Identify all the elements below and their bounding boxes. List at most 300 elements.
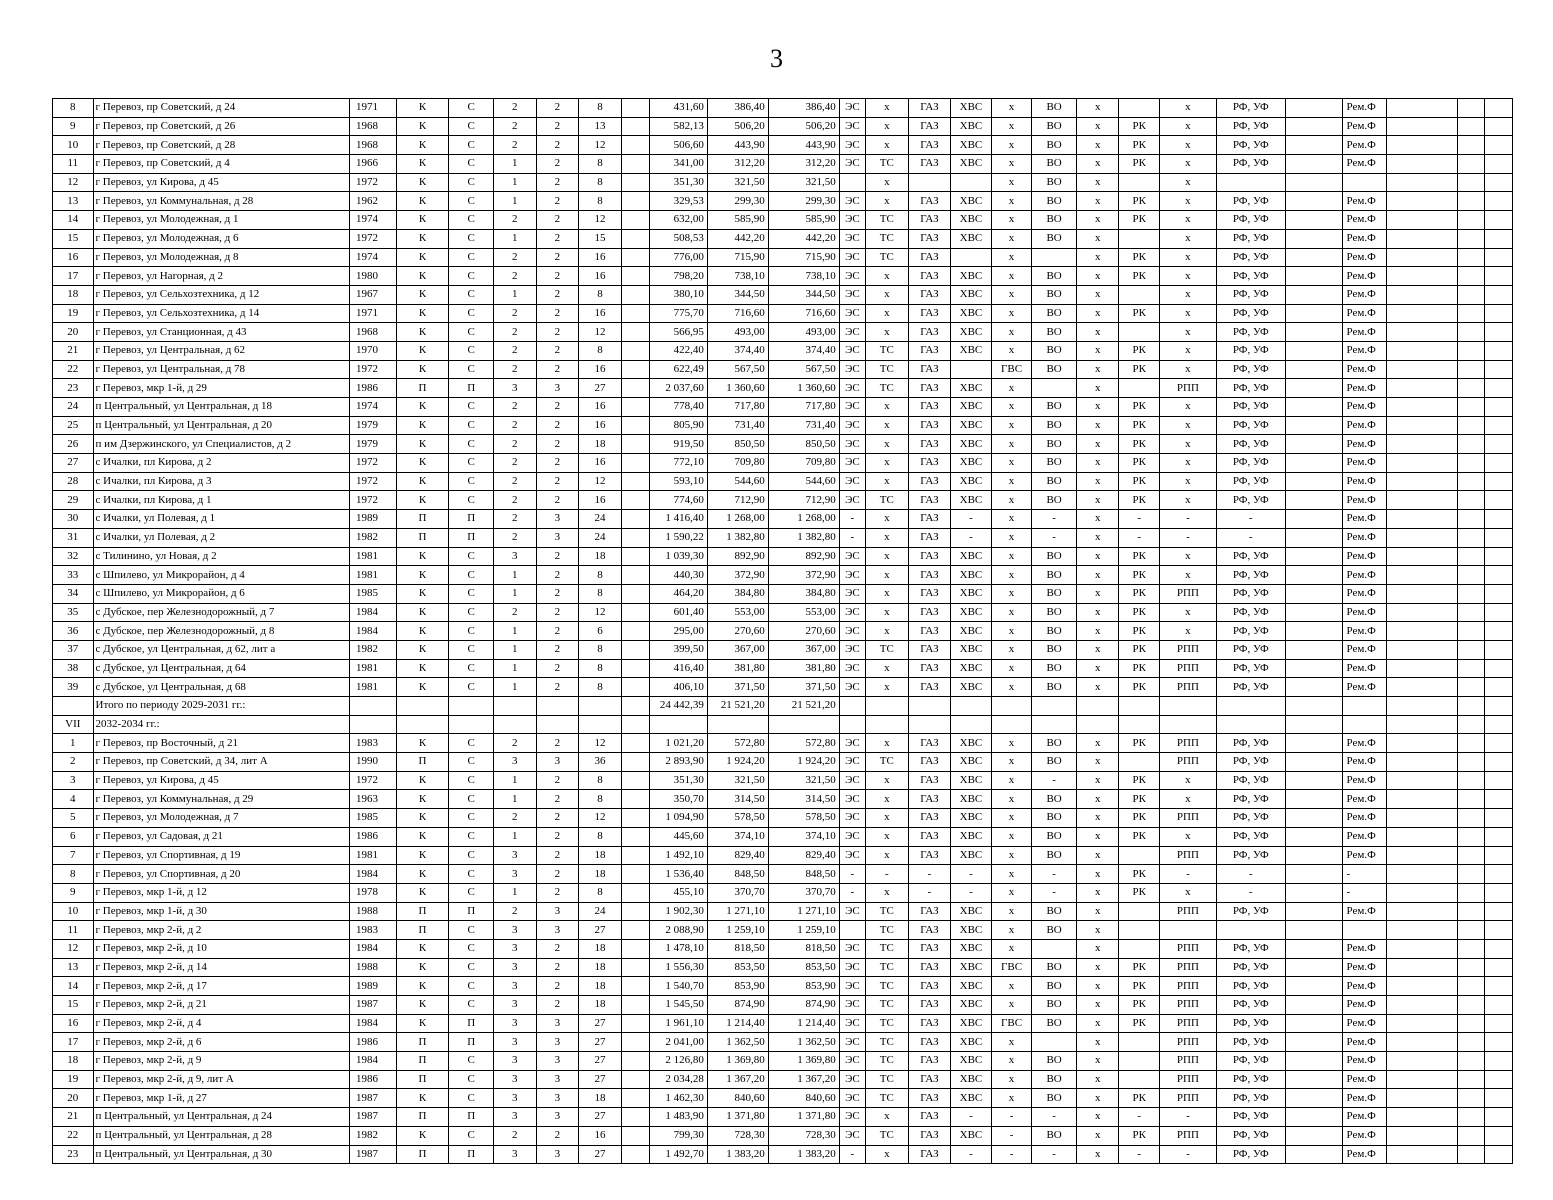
table-cell: ЭС <box>839 939 865 958</box>
table-cell <box>1458 566 1485 585</box>
table-cell <box>1285 1145 1342 1164</box>
table-cell: ХВС <box>951 398 992 417</box>
table-cell: 8 <box>579 790 622 809</box>
table-cell: 23 <box>53 1145 94 1164</box>
table-cell: 1 382,80 <box>707 528 768 547</box>
period-total-row <box>53 697 1513 716</box>
table-cell <box>1387 1070 1458 1089</box>
table-cell: С <box>449 566 494 585</box>
table-cell: х <box>866 566 909 585</box>
table-cell <box>1458 939 1485 958</box>
table-cell <box>1119 697 1160 716</box>
table-cell <box>1285 267 1342 286</box>
table-cell: К <box>396 790 449 809</box>
table-cell: 544,60 <box>768 472 839 491</box>
table-cell: РК <box>1119 883 1160 902</box>
table-cell <box>621 846 649 865</box>
table-cell: х <box>991 790 1032 809</box>
table-cell <box>1485 547 1513 566</box>
table-cell: г Перевоз, пр Восточный, д 21 <box>93 734 350 753</box>
table-cell: 16 <box>579 267 622 286</box>
table-cell <box>1485 790 1513 809</box>
table-cell: РПП <box>1160 809 1217 828</box>
table-cell <box>1387 341 1458 360</box>
table-cell: - <box>1032 510 1077 529</box>
table-cell <box>1485 360 1513 379</box>
table-cell: ТС <box>866 921 909 940</box>
table-cell: 593,10 <box>650 472 708 491</box>
table-cell: 24 <box>579 528 622 547</box>
table-cell: х <box>1160 229 1217 248</box>
table-cell: 6 <box>579 622 622 641</box>
table-cell: РК <box>1119 192 1160 211</box>
table-cell: 728,30 <box>768 1126 839 1145</box>
table-cell: РПП <box>1160 902 1217 921</box>
table-cell: 329,53 <box>650 192 708 211</box>
table-cell: Рем.Ф <box>1342 640 1387 659</box>
table-cell: 2 <box>536 809 579 828</box>
table-cell <box>621 715 649 734</box>
table-cell: 1 039,30 <box>650 547 708 566</box>
table-cell: 585,90 <box>707 211 768 230</box>
table-cell: 386,40 <box>768 99 839 118</box>
table-cell: РФ, УФ <box>1216 1014 1285 1033</box>
table-cell: 572,80 <box>707 734 768 753</box>
table-cell: 21 521,20 <box>768 697 839 716</box>
table-cell: ХВС <box>951 827 992 846</box>
table-cell: х <box>866 603 909 622</box>
table-cell: 7 <box>53 846 94 865</box>
table-cell: 3 <box>536 1033 579 1052</box>
table-cell <box>621 248 649 267</box>
table-cell <box>1285 341 1342 360</box>
table-cell: С <box>449 1070 494 1089</box>
table-cell: 1971 <box>350 99 397 118</box>
table-cell: ВО <box>1032 996 1077 1015</box>
table-cell: К <box>396 267 449 286</box>
table-cell: 2 <box>536 846 579 865</box>
table-cell: 3 <box>494 1145 537 1164</box>
table-cell <box>1458 753 1485 772</box>
table-cell: РФ, УФ <box>1216 678 1285 697</box>
table-cell <box>1076 697 1119 716</box>
table-cell: 1 478,10 <box>650 939 708 958</box>
table-cell: ГАЗ <box>908 267 951 286</box>
table-cell <box>621 1052 649 1071</box>
table-cell: 1971 <box>350 304 397 323</box>
table-cell: ВО <box>1032 678 1077 697</box>
table-cell: К <box>396 809 449 828</box>
table-row <box>53 678 1513 697</box>
table-cell: 3 <box>494 996 537 1015</box>
table-cell <box>1387 510 1458 529</box>
table-cell: 1 <box>494 790 537 809</box>
table-cell: х <box>1076 921 1119 940</box>
table-cell <box>1285 454 1342 473</box>
table-cell: г Перевоз, мкр 2-й, д 21 <box>93 996 350 1015</box>
table-cell <box>1458 510 1485 529</box>
table-cell: С <box>449 547 494 566</box>
table-cell: 1 <box>53 734 94 753</box>
table-cell <box>1458 285 1485 304</box>
table-cell: 728,30 <box>707 1126 768 1145</box>
table-cell: х <box>991 304 1032 323</box>
table-cell <box>1485 1070 1513 1089</box>
table-cell: РФ, УФ <box>1216 285 1285 304</box>
table-cell: РФ, УФ <box>1216 1108 1285 1127</box>
table-cell <box>1458 547 1485 566</box>
table-cell: Рем.Ф <box>1342 1108 1387 1127</box>
table-cell: 709,80 <box>768 454 839 473</box>
table-cell <box>1458 659 1485 678</box>
table-cell: х <box>1076 753 1119 772</box>
table-cell: Рем.Ф <box>1342 435 1387 454</box>
table-cell <box>621 1145 649 1164</box>
table-cell: РК <box>1119 1089 1160 1108</box>
table-cell: К <box>396 341 449 360</box>
table-cell: 8 <box>579 173 622 192</box>
table-cell: 2 <box>536 323 579 342</box>
table-cell: К <box>396 958 449 977</box>
table-cell: ВО <box>1032 640 1077 659</box>
table-cell: 16 <box>579 416 622 435</box>
table-cell: х <box>991 454 1032 473</box>
table-cell: ЭС <box>839 229 865 248</box>
table-cell: 2 <box>536 398 579 417</box>
table-cell: Рем.Ф <box>1342 1145 1387 1164</box>
table-cell <box>1458 435 1485 454</box>
table-cell: 3 <box>494 1089 537 1108</box>
table-cell: г Перевоз, ул Центральная, д 62 <box>93 341 350 360</box>
table-cell: ГАЗ <box>908 398 951 417</box>
table-cell: РПП <box>1160 996 1217 1015</box>
table-cell: ВО <box>1032 958 1077 977</box>
table-cell: 2 <box>494 472 537 491</box>
table-cell: ЭС <box>839 1089 865 1108</box>
table-cell <box>1458 640 1485 659</box>
table-cell: РК <box>1119 416 1160 435</box>
table-cell: 2 <box>536 229 579 248</box>
table-cell: г Перевоз, мкр 1-й, д 12 <box>93 883 350 902</box>
table-cell: х <box>866 678 909 697</box>
table-cell: ГАЗ <box>908 1089 951 1108</box>
table-cell <box>1216 173 1285 192</box>
table-cell: - <box>1032 528 1077 547</box>
table-cell: 874,90 <box>707 996 768 1015</box>
table-cell: К <box>396 1014 449 1033</box>
table-cell: Рем.Ф <box>1342 1070 1387 1089</box>
table-cell: ВО <box>1032 566 1077 585</box>
table-cell: 2 <box>536 640 579 659</box>
table-cell: РК <box>1119 360 1160 379</box>
table-cell: г Перевоз, мкр 2-й, д 6 <box>93 1033 350 1052</box>
table-cell: Рем.Ф <box>1342 678 1387 697</box>
table-cell: 3 <box>536 1052 579 1071</box>
table-cell: Рем.Ф <box>1342 1052 1387 1071</box>
table-cell <box>621 379 649 398</box>
table-cell: Рем.Ф <box>1342 958 1387 977</box>
table-cell: ГАЗ <box>908 1052 951 1071</box>
table-cell <box>1485 622 1513 641</box>
table-cell: 374,40 <box>707 341 768 360</box>
table-cell: х <box>991 678 1032 697</box>
table-cell <box>621 734 649 753</box>
table-cell: 367,00 <box>768 640 839 659</box>
table-cell: РФ, УФ <box>1216 304 1285 323</box>
table-cell: х <box>866 192 909 211</box>
table-cell: х <box>991 640 1032 659</box>
table-cell: - <box>951 1108 992 1127</box>
table-cell <box>621 99 649 118</box>
table-cell <box>621 659 649 678</box>
table-cell <box>1485 827 1513 846</box>
table-cell: 715,90 <box>707 248 768 267</box>
table-cell: г Перевоз, мкр 2-й, д 4 <box>93 1014 350 1033</box>
table-cell: 2 <box>494 360 537 379</box>
table-cell: 14 <box>53 211 94 230</box>
table-cell: ВО <box>1032 155 1077 174</box>
table-cell: 22 <box>53 360 94 379</box>
table-cell <box>951 248 992 267</box>
table-cell: 1 259,10 <box>768 921 839 940</box>
table-cell <box>1458 846 1485 865</box>
table-cell: ВО <box>1032 435 1077 454</box>
table-cell <box>1485 117 1513 136</box>
table-cell: ТС <box>866 1089 909 1108</box>
table-cell: 3 <box>536 921 579 940</box>
table-cell: К <box>396 491 449 510</box>
table-cell: х <box>866 622 909 641</box>
table-cell: 1 924,20 <box>768 753 839 772</box>
table-cell: ХВС <box>951 454 992 473</box>
table-cell <box>1387 734 1458 753</box>
table-cell: х <box>866 454 909 473</box>
table-cell <box>1387 659 1458 678</box>
table-cell: ХВС <box>951 229 992 248</box>
table-cell: х <box>1076 360 1119 379</box>
table-cell: 1979 <box>350 416 397 435</box>
table-cell <box>1485 192 1513 211</box>
table-cell: ХВС <box>951 659 992 678</box>
table-cell: х <box>1076 902 1119 921</box>
table-cell: ХВС <box>951 136 992 155</box>
table-cell: РФ, УФ <box>1216 996 1285 1015</box>
table-cell: ГАЗ <box>908 1108 951 1127</box>
table-cell: ХВС <box>951 921 992 940</box>
table-cell: п Центральный, ул Центральная, д 28 <box>93 1126 350 1145</box>
table-cell: 582,13 <box>650 117 708 136</box>
table-cell <box>839 173 865 192</box>
table-cell: - <box>1119 1145 1160 1164</box>
table-cell: 12 <box>579 603 622 622</box>
table-cell: ЭС <box>839 1052 865 1071</box>
table-cell: ГАЗ <box>908 1145 951 1164</box>
table-cell: 321,50 <box>768 771 839 790</box>
table-cell: 716,60 <box>768 304 839 323</box>
table-cell: РФ, УФ <box>1216 416 1285 435</box>
table-cell: п им Дзержинского, ул Специалистов, д 2 <box>93 435 350 454</box>
table-cell <box>1458 865 1485 884</box>
table-cell <box>1485 584 1513 603</box>
table-cell: п Центральный, ул Центральная, д 20 <box>93 416 350 435</box>
table-cell: РПП <box>1160 1089 1217 1108</box>
table-cell: П <box>396 1033 449 1052</box>
table-cell <box>1485 472 1513 491</box>
table-cell: - <box>908 883 951 902</box>
table-cell: 2 <box>536 136 579 155</box>
table-cell: 1 369,80 <box>707 1052 768 1071</box>
table-cell: х <box>866 584 909 603</box>
table-cell: 622,49 <box>650 360 708 379</box>
table-cell <box>1285 416 1342 435</box>
table-cell: К <box>396 192 449 211</box>
table-cell: 386,40 <box>707 99 768 118</box>
table-cell: 8 <box>579 883 622 902</box>
table-cell <box>621 136 649 155</box>
table-cell: ХВС <box>951 603 992 622</box>
table-cell: 776,00 <box>650 248 708 267</box>
table-cell: - <box>1119 528 1160 547</box>
table-cell: РФ, УФ <box>1216 398 1285 417</box>
table-cell: ГАЗ <box>908 547 951 566</box>
table-cell: 731,40 <box>707 416 768 435</box>
table-cell: х <box>1076 640 1119 659</box>
table-cell: 18 <box>579 846 622 865</box>
table-cell: 3 <box>536 528 579 547</box>
table-cell <box>1387 715 1458 734</box>
table-cell <box>1285 1089 1342 1108</box>
table-cell: 1 <box>494 827 537 846</box>
table-cell: 20 <box>53 1089 94 1108</box>
table-cell: х <box>866 435 909 454</box>
table-cell: ХВС <box>951 790 992 809</box>
table-cell: ХВС <box>951 192 992 211</box>
table-cell <box>1485 603 1513 622</box>
table-cell: 18 <box>579 1089 622 1108</box>
table-cell: С <box>449 173 494 192</box>
table-cell <box>1285 323 1342 342</box>
table-cell <box>1285 827 1342 846</box>
table-cell: ВО <box>1032 229 1077 248</box>
table-cell: РФ, УФ <box>1216 360 1285 379</box>
table-cell: 12 <box>579 136 622 155</box>
table-cell <box>621 790 649 809</box>
table-cell: 1974 <box>350 248 397 267</box>
table-cell <box>1285 697 1342 716</box>
table-cell: 850,50 <box>768 435 839 454</box>
table-cell: ГВС <box>991 1014 1032 1033</box>
table-cell: Рем.Ф <box>1342 304 1387 323</box>
table-cell: 38 <box>53 659 94 678</box>
table-cell: ГАЗ <box>908 603 951 622</box>
table-cell: 1 <box>494 229 537 248</box>
table-cell: х <box>991 416 1032 435</box>
table-cell: - <box>1119 510 1160 529</box>
table-cell: К <box>396 398 449 417</box>
table-cell: х <box>1160 323 1217 342</box>
table-cell: г Перевоз, мкр 2-й, д 9, лит А <box>93 1070 350 1089</box>
table-cell: 1980 <box>350 267 397 286</box>
table-cell: х <box>991 248 1032 267</box>
table-cell <box>1119 173 1160 192</box>
table-cell: Рем.Ф <box>1342 659 1387 678</box>
table-cell: С <box>449 771 494 790</box>
table-row <box>53 996 1513 1015</box>
table-cell <box>621 323 649 342</box>
table-cell: 18 <box>579 435 622 454</box>
table-cell <box>494 697 537 716</box>
table-cell: х <box>866 827 909 846</box>
table-cell <box>839 697 865 716</box>
table-cell: х <box>1160 360 1217 379</box>
table-cell: 314,50 <box>768 790 839 809</box>
table-cell: Рем.Ф <box>1342 939 1387 958</box>
table-cell: С <box>449 753 494 772</box>
table-cell: С <box>449 416 494 435</box>
table-cell <box>621 360 649 379</box>
table-cell <box>350 715 397 734</box>
table-cell: Рем.Ф <box>1342 622 1387 641</box>
table-cell <box>1285 958 1342 977</box>
table-cell: ВО <box>1032 323 1077 342</box>
table-cell <box>1387 379 1458 398</box>
table-cell: ГАЗ <box>908 99 951 118</box>
table-cell: С <box>449 155 494 174</box>
table-cell: С <box>449 584 494 603</box>
table-cell <box>1485 248 1513 267</box>
table-cell <box>621 678 649 697</box>
table-cell: ГАЗ <box>908 248 951 267</box>
table-cell: К <box>396 846 449 865</box>
table-cell: х <box>1076 659 1119 678</box>
table-cell: 8 <box>579 192 622 211</box>
table-cell: х <box>1160 117 1217 136</box>
table-cell: ВО <box>1032 173 1077 192</box>
table-cell <box>350 697 397 716</box>
table-cell: 8 <box>579 341 622 360</box>
table-cell: 1 371,80 <box>707 1108 768 1127</box>
table-cell: 3 <box>536 753 579 772</box>
table-cell: 1 545,50 <box>650 996 708 1015</box>
table-cell: г Перевоз, ул Кирова, д 45 <box>93 771 350 790</box>
table-cell: 299,30 <box>707 192 768 211</box>
table-cell: К <box>396 865 449 884</box>
table-cell: х <box>1076 416 1119 435</box>
table-cell: 321,50 <box>707 771 768 790</box>
table-cell: РК <box>1119 341 1160 360</box>
table-cell <box>1387 697 1458 716</box>
table-cell: х <box>1076 192 1119 211</box>
table-cell: ТС <box>866 1052 909 1071</box>
table-cell: х <box>1160 341 1217 360</box>
table-cell: - <box>908 865 951 884</box>
table-cell <box>1119 323 1160 342</box>
table-cell <box>1342 921 1387 940</box>
table-cell: РК <box>1119 603 1160 622</box>
table-cell: ХВС <box>951 1089 992 1108</box>
table-cell: 1 367,20 <box>768 1070 839 1089</box>
table-cell: х <box>991 379 1032 398</box>
table-cell: 632,00 <box>650 211 708 230</box>
table-cell: ТС <box>866 1014 909 1033</box>
table-cell <box>1387 977 1458 996</box>
table-cell: с Ичалки, пл Кирова, д 1 <box>93 491 350 510</box>
table-cell: х <box>1076 528 1119 547</box>
table-cell: 12 <box>579 211 622 230</box>
table-cell: 3 <box>494 753 537 772</box>
table-cell: х <box>866 790 909 809</box>
table-cell: П <box>449 902 494 921</box>
